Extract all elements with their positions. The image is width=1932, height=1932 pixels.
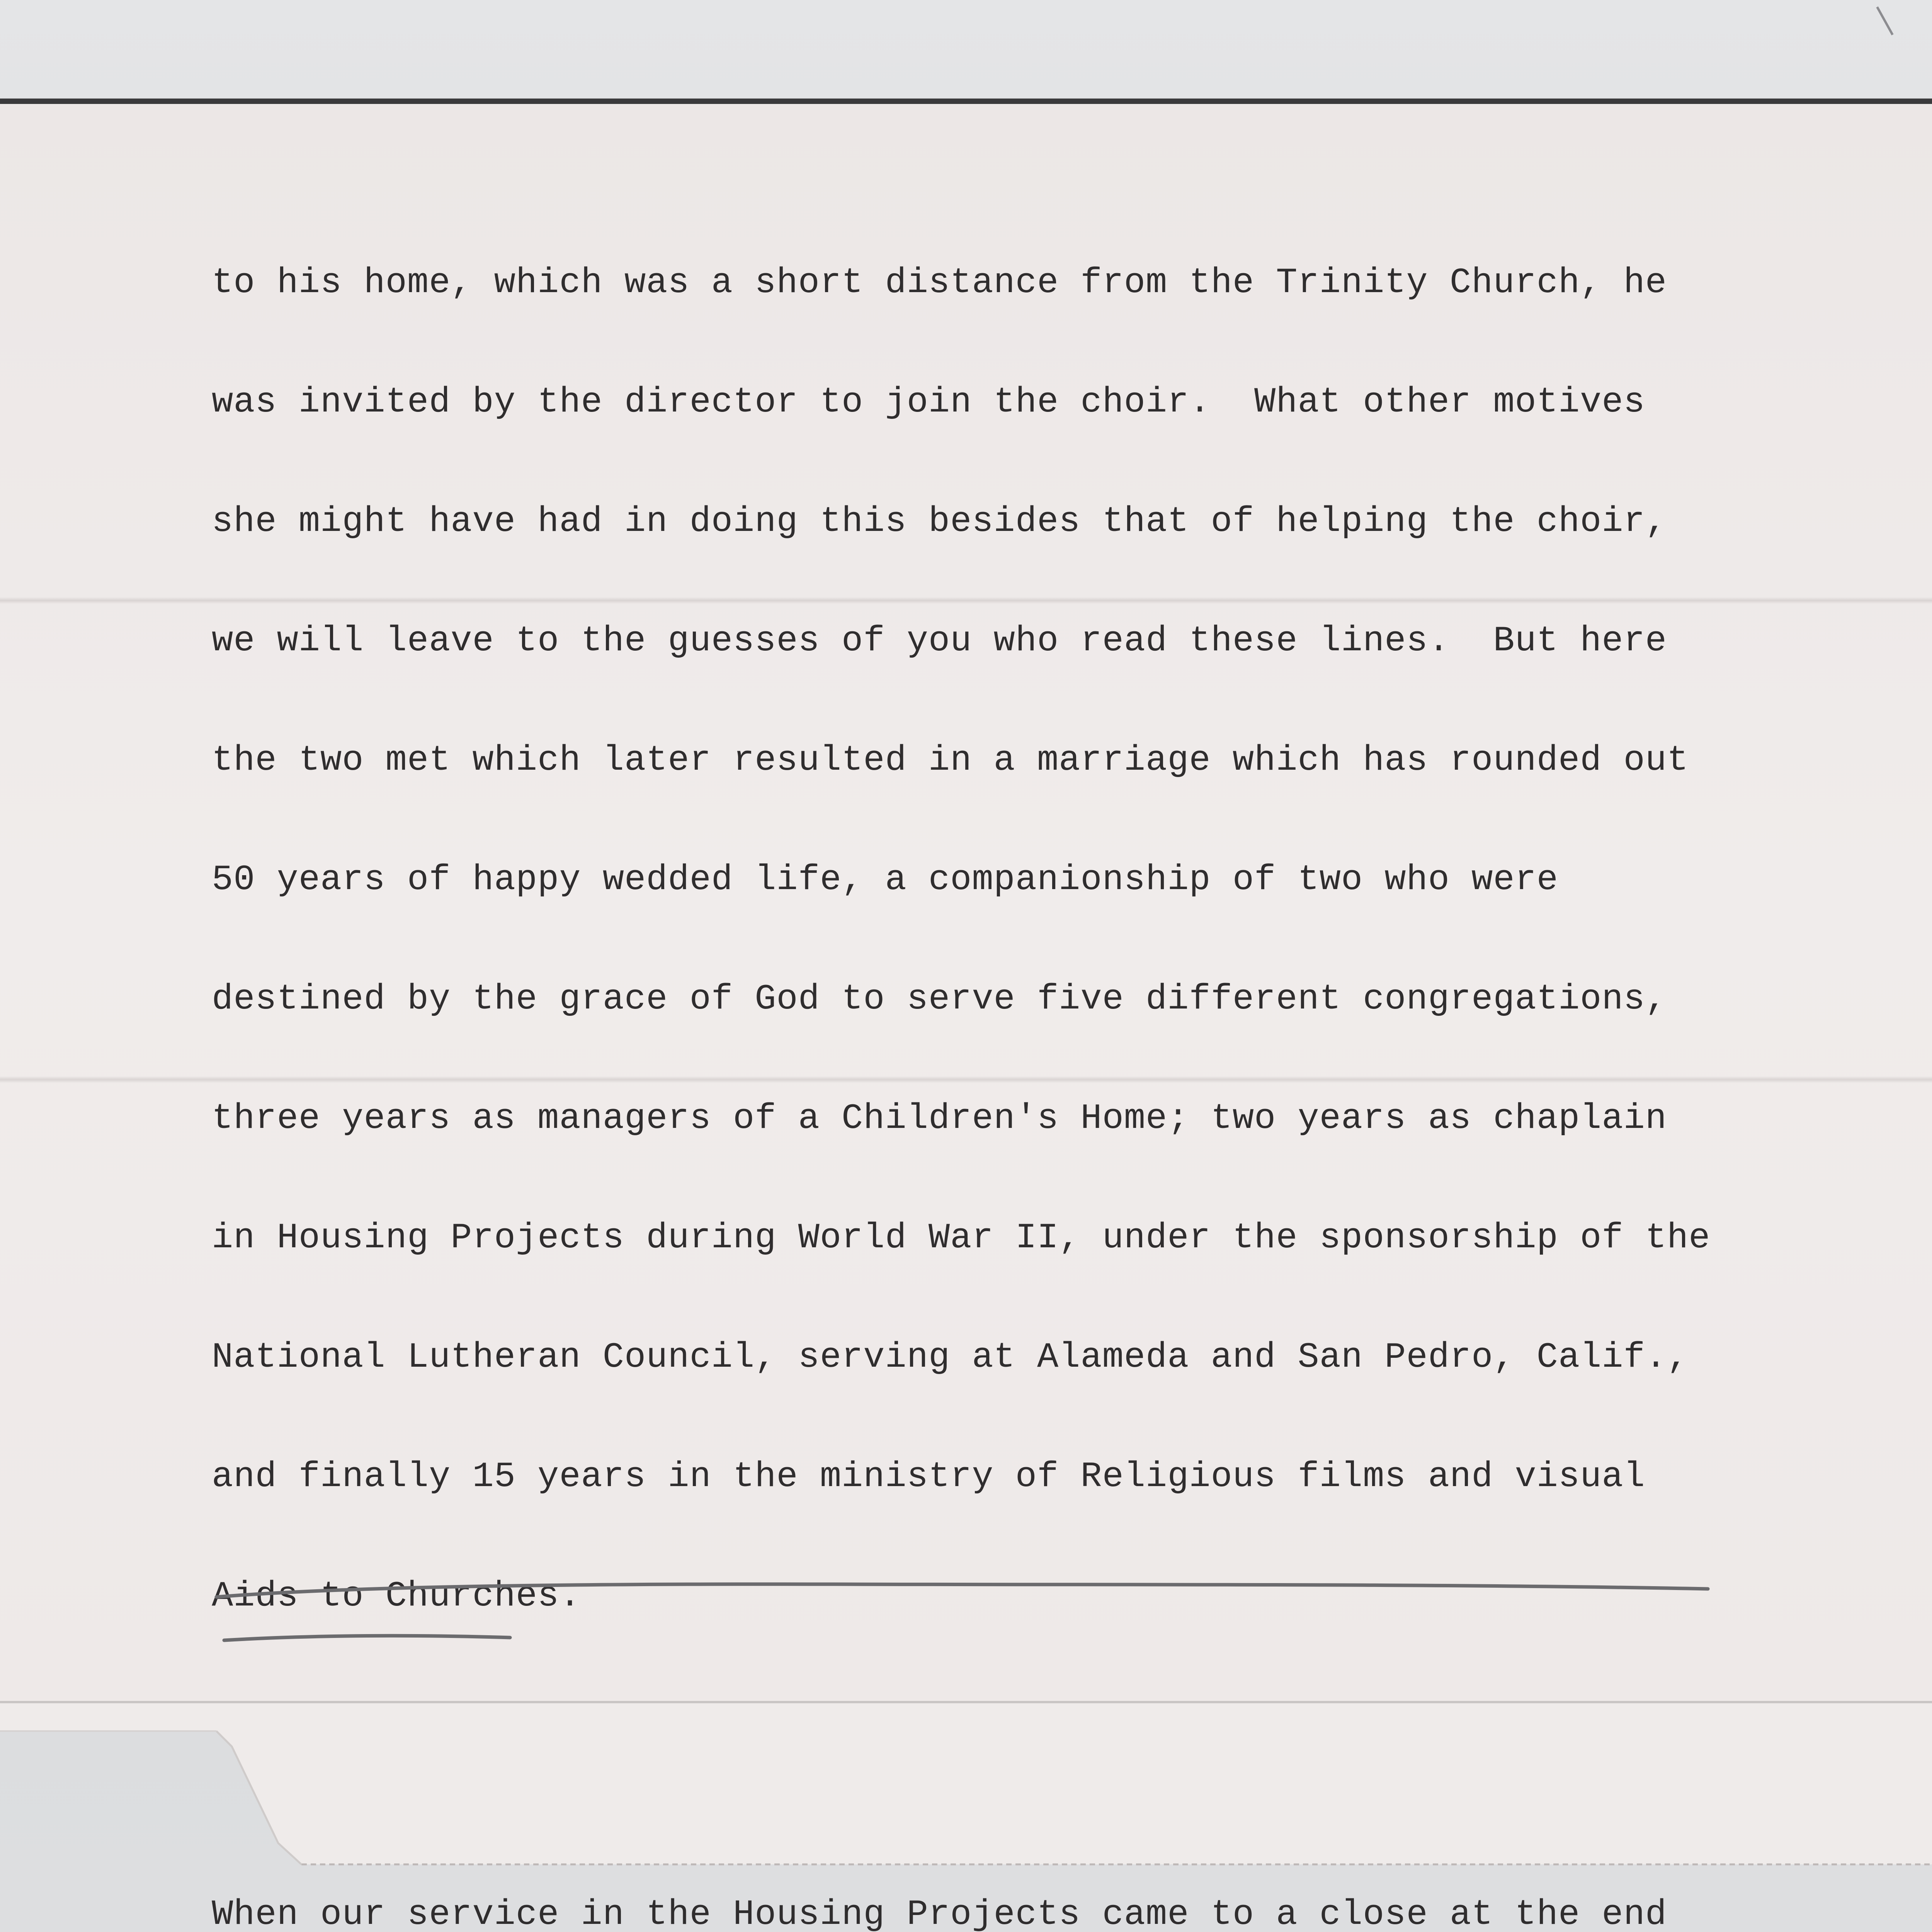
paragraph-2 — [212, 1815, 1873, 1932]
text-line: the two met which later resulted in a marriage which has rounded out — [212, 740, 1689, 781]
text-line: three years as managers of a Children's Home; two years as chaplain — [212, 1098, 1667, 1139]
text-line: National Lutheran Council, serving at Alameda and San Pedro, Calif., — [212, 1337, 1689, 1378]
text-line: she might have had in doing this besides that of helping the choir, — [212, 501, 1667, 542]
text-line: we will leave to the guesses of you who read these lines. But here — [212, 621, 1667, 661]
letter-body — [212, 104, 1873, 1932]
text-line: When our service in the Housing Projects came to a close at the end — [212, 1894, 1667, 1932]
text-line: 50 years of happy wedded life, a companionship of two who were — [212, 859, 1558, 900]
text-line: Aids to Churches. — [212, 1576, 581, 1616]
text-line: destined by the grace of God to serve five different congregations, — [212, 979, 1667, 1019]
sheet-top-edge — [0, 99, 1932, 104]
text-line: and finally 15 years in the ministry of Religious films and visual — [212, 1456, 1645, 1497]
text-line: to his home, which was a short distance from the Trinity Church, he — [212, 262, 1667, 303]
text-line: in Housing Projects during World War II, under the sponsorship of the — [212, 1218, 1711, 1258]
paragraph-1 — [212, 183, 1873, 1696]
text-line: was invited by the director to join the choir. What other motives — [212, 382, 1645, 422]
